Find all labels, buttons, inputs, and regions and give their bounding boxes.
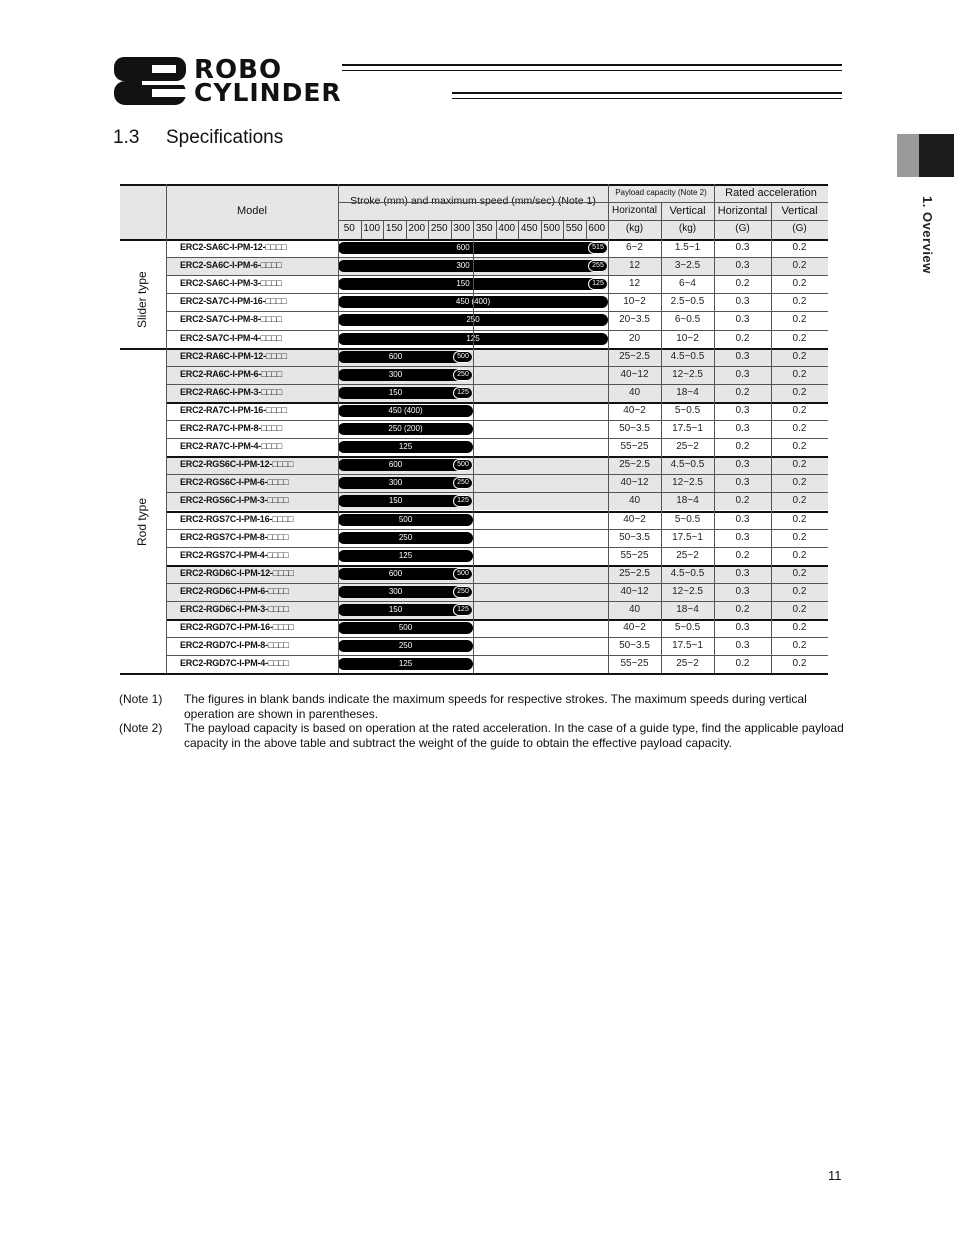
table-rule (166, 655, 828, 656)
table-rule (166, 511, 828, 513)
acc-horizontal: 0.3 (735, 296, 750, 308)
note-1 (119, 692, 844, 722)
reduced-speed-badge: 125 (453, 604, 473, 616)
header-payload: Payload capacity (Note 2) (615, 188, 707, 197)
table-rule (496, 220, 497, 239)
acc-vertical: 0.2 (792, 459, 807, 471)
table-rule (166, 492, 828, 493)
model-name: ERC2-RA7C-I-PM-4-□□□□ (180, 441, 283, 452)
max-speed-label: 150 (456, 279, 470, 289)
stroke-tick-label: 450 (520, 223, 538, 234)
acc-horizontal: 0.3 (735, 531, 750, 543)
table-rule (473, 239, 474, 673)
acc-vertical: 0.2 (792, 368, 807, 380)
acc-horizontal: 0.3 (735, 622, 750, 634)
payload-vertical: 18~4 (676, 386, 699, 398)
payload-vertical: 4.5~0.5 (670, 350, 705, 362)
table-rule (166, 583, 828, 584)
max-speed-label: 600 (456, 243, 470, 252)
payload-horizontal: 40 (628, 386, 641, 398)
acc-vertical: 0.2 (792, 549, 807, 561)
model-name: ERC2-RGS7C-I-PM-16-□□□□ (180, 513, 294, 524)
header-acc-horizontal: Horizontal (717, 205, 768, 217)
acc-vertical: 0.2 (792, 604, 807, 615)
acc-vertical: 0.2 (792, 658, 807, 670)
table-rule (166, 293, 828, 294)
acc-vertical: 0.2 (792, 350, 807, 362)
table-rule (166, 637, 828, 638)
stroke-tick-label: 600 (588, 223, 606, 234)
model-name: ERC2-SA6C-I-PM-12-□□□□ (180, 242, 287, 252)
reduced-speed-badge: 125 (453, 387, 473, 399)
acc-horizontal: 0.3 (735, 260, 750, 272)
unit-kg: (kg) (625, 223, 644, 234)
payload-horizontal: 40~12 (620, 368, 649, 380)
row-group-label: Rod type (135, 497, 149, 546)
model-name: ERC2-RGS7C-I-PM-4-□□□□ (180, 549, 289, 560)
table-rule (166, 438, 828, 439)
table-rule (166, 275, 828, 276)
stroke-tick-label: 100 (363, 223, 381, 234)
model-name: ERC2-RGS6C-I-PM-3-□□□□ (180, 495, 289, 506)
table-rule (338, 184, 339, 673)
reduced-speed-badge: 250 (453, 369, 473, 381)
table-rule (166, 529, 828, 530)
stroke-tick-label: 400 (498, 223, 516, 234)
payload-horizontal: 40~12 (620, 477, 649, 489)
acc-horizontal: 0.3 (735, 567, 750, 579)
model-name: ERC2-RGD7C-I-PM-16-□□□□ (180, 622, 294, 633)
model-name: ERC2-RGD6C-I-PM-12-□□□□ (180, 567, 294, 578)
acc-horizontal: 0.3 (735, 242, 750, 253)
payload-vertical: 2.5~0.5 (670, 296, 705, 308)
payload-vertical: 5~0.5 (674, 622, 701, 634)
reduced-speed-badge: 250 (453, 586, 473, 598)
model-name: ERC2-RGD7C-I-PM-4-□□□□ (180, 658, 289, 669)
header-rule (342, 64, 842, 66)
acc-horizontal: 0.2 (735, 549, 750, 561)
reduced-speed-badge: 125 (588, 278, 608, 290)
stroke-tick-label: 50 (343, 223, 355, 234)
table-rule (361, 220, 362, 239)
payload-horizontal: 40 (628, 495, 641, 507)
max-speed-label: 150 (388, 387, 403, 397)
acc-vertical: 0.2 (792, 404, 807, 416)
table-rule (166, 619, 828, 621)
header-rule (452, 98, 842, 99)
table-rule (338, 202, 608, 203)
max-speed-label: 125 (398, 442, 413, 452)
max-speed-label: 450 (400) (455, 297, 491, 307)
stroke-tick-label: 200 (408, 223, 426, 234)
table-rule (608, 202, 828, 203)
payload-vertical: 6~0.5 (674, 314, 701, 326)
row-group-label: Slider type (135, 271, 149, 329)
payload-horizontal: 55~25 (620, 549, 649, 561)
payload-horizontal: 50~3.5 (619, 640, 650, 652)
max-speed-label: 300 (388, 478, 403, 488)
table-rule (473, 220, 474, 239)
payload-horizontal: 12 (628, 260, 641, 272)
table-rule (451, 220, 452, 239)
reduced-speed-badge: 500 (453, 459, 473, 471)
table-rule (518, 220, 519, 239)
max-speed-label: 150 (388, 496, 403, 506)
table-rule (586, 220, 587, 239)
acc-horizontal: 0.3 (735, 513, 750, 525)
table-rule (166, 565, 828, 567)
reduced-speed-badge: 500 (453, 568, 473, 580)
header-acc-vertical: Vertical (781, 205, 818, 217)
acc-vertical: 0.2 (792, 640, 807, 652)
payload-vertical: 18~4 (676, 604, 699, 615)
payload-horizontal: 25~2.5 (619, 567, 650, 579)
acc-vertical: 0.2 (792, 495, 807, 507)
acc-horizontal: 0.2 (735, 441, 750, 453)
model-name: ERC2-RGS6C-I-PM-6-□□□□ (180, 477, 289, 488)
acc-horizontal: 0.3 (735, 368, 750, 380)
model-name: ERC2-SA6C-I-PM-6-□□□□ (180, 260, 282, 271)
table-rule (120, 184, 828, 186)
header-rated-acceleration: Rated acceleration (725, 187, 817, 199)
acc-horizontal: 0.3 (735, 404, 750, 416)
acc-horizontal: 0.2 (735, 495, 750, 507)
acc-vertical: 0.2 (792, 531, 807, 543)
table-rule (166, 384, 828, 385)
table-rule (428, 220, 429, 239)
table-rule (166, 184, 167, 673)
payload-vertical: 17.5~1 (672, 531, 703, 543)
page-number: 11 (828, 1168, 842, 1183)
table-rule (563, 220, 564, 239)
header-payload-vertical: Vertical (669, 205, 706, 217)
table-rule (338, 220, 828, 221)
max-speed-label: 500 (398, 514, 413, 524)
header-rule (452, 92, 842, 94)
table-rule (166, 474, 828, 475)
payload-vertical: 5~0.5 (674, 513, 701, 525)
acc-vertical: 0.2 (792, 441, 807, 453)
unit-kg: (kg) (678, 223, 697, 234)
acc-horizontal: 0.2 (735, 658, 750, 670)
payload-horizontal: 10~2 (623, 296, 646, 308)
model-name: ERC2-RGD6C-I-PM-6-□□□□ (180, 585, 289, 596)
reduced-speed-badge: 255 (588, 260, 608, 272)
acc-horizontal: 0.3 (735, 423, 750, 434)
model-name: ERC2-SA7C-I-PM-16-□□□□ (180, 296, 287, 307)
unit-g: (G) (735, 223, 750, 234)
model-name: ERC2-RGD6C-I-PM-3-□□□□ (180, 604, 289, 614)
acc-horizontal: 0.2 (735, 278, 750, 290)
max-speed-label: 250 (398, 532, 413, 542)
max-speed-label: 125 (466, 333, 480, 343)
acc-vertical: 0.2 (792, 513, 807, 525)
table-rule (120, 239, 828, 241)
stroke-tick-label: 350 (475, 223, 493, 234)
acc-horizontal: 0.3 (735, 459, 750, 471)
table-rule (771, 202, 772, 673)
acc-vertical: 0.2 (792, 585, 807, 597)
payload-horizontal: 12 (628, 278, 641, 290)
acc-horizontal: 0.3 (735, 640, 750, 652)
payload-horizontal: 40~12 (620, 585, 649, 597)
table-rule (166, 456, 828, 458)
robo-cylinder-logo (112, 55, 442, 107)
model-name: ERC2-SA7C-I-PM-4-□□□□ (180, 332, 282, 343)
payload-horizontal: 50~3.5 (619, 531, 650, 543)
stroke-tick-label: 250 (430, 223, 448, 234)
chapter-tab-shade (897, 134, 919, 177)
table-rule (166, 420, 828, 421)
table-rule (166, 402, 828, 404)
max-speed-label: 500 (398, 623, 413, 633)
note-label: (Note 1) (119, 692, 163, 706)
acc-horizontal: 0.2 (735, 332, 750, 344)
acc-horizontal: 0.2 (735, 604, 750, 615)
stroke-tick-label: 500 (543, 223, 561, 234)
payload-horizontal: 25~2.5 (619, 350, 650, 362)
acc-vertical: 0.2 (792, 278, 807, 290)
payload-vertical: 25~2 (676, 441, 699, 453)
header-payload-horizontal: Horizontal (611, 205, 658, 216)
table-rule (166, 330, 828, 331)
table-rule (166, 547, 828, 548)
payload-vertical: 25~2 (676, 658, 699, 670)
acc-horizontal: 0.3 (735, 585, 750, 597)
table-rule (661, 202, 662, 673)
table-rule (608, 184, 609, 673)
max-speed-label: 125 (398, 659, 413, 669)
payload-vertical: 18~4 (676, 495, 699, 507)
reduced-speed-badge: 125 (453, 495, 473, 507)
acc-horizontal: 0.3 (735, 314, 750, 326)
payload-horizontal: 20 (628, 332, 641, 344)
note-text: The figures in blank bands indicate the maximum speeds for respective strokes. The maximum speeds during vertical operation are shown in parentheses. (184, 692, 807, 721)
acc-vertical: 0.2 (792, 386, 807, 398)
model-name: ERC2-RA6C-I-PM-3-□□□□ (180, 386, 283, 397)
payload-horizontal: 20~3.5 (619, 314, 650, 326)
max-speed-label: 250 (466, 315, 480, 325)
stroke-tick-label: 300 (453, 223, 471, 234)
model-name: ERC2-RGS7C-I-PM-8-□□□□ (180, 531, 289, 542)
section-title: Specifications (166, 127, 284, 148)
max-speed-label: 300 (456, 261, 470, 271)
logo-word-cylinder: CYLINDER (194, 78, 342, 107)
max-speed-label: 600 (388, 351, 403, 361)
payload-vertical: 12~2.5 (672, 585, 703, 597)
payload-vertical: 25~2 (676, 549, 699, 561)
payload-vertical: 12~2.5 (672, 368, 703, 380)
payload-horizontal: 6~2 (626, 242, 643, 253)
max-speed-label: 600 (388, 568, 403, 578)
acc-vertical: 0.2 (792, 242, 807, 253)
chapter-label: 1. Overview (920, 196, 935, 274)
payload-vertical: 12~2.5 (672, 477, 703, 489)
note-text: The payload capacity is based on operation at the rated acceleration. In the case of a guide type, find the applicable payload capacity in the above table and subtract the weight of the guide to obtain the effective payload capacity. (184, 721, 844, 750)
note-2 (119, 721, 844, 751)
table-rule (714, 184, 715, 673)
table-rule (120, 348, 828, 350)
model-name: ERC2-RA7C-I-PM-16-□□□□ (180, 404, 287, 415)
payload-horizontal: 55~25 (620, 658, 649, 670)
max-speed-label: 600 (388, 460, 403, 470)
table-rule (166, 311, 828, 312)
rc-logo-mark-icon (112, 55, 188, 107)
max-speed-label: 300 (388, 586, 403, 596)
model-name: ERC2-RA7C-I-PM-8-□□□□ (180, 423, 283, 433)
payload-vertical: 17.5~1 (672, 423, 703, 434)
stroke-tick-label: 550 (565, 223, 583, 234)
payload-vertical: 4.5~0.5 (670, 459, 705, 471)
max-speed-label: 150 (388, 605, 403, 614)
chapter-tab (919, 134, 954, 177)
payload-vertical: 6~4 (679, 278, 696, 290)
payload-vertical: 17.5~1 (672, 640, 703, 652)
header-model: Model (237, 205, 267, 217)
logo-word-robo: ROBO (194, 55, 283, 85)
header-stroke: Stroke (mm) and maximum speed (mm/sec) (Note 1) (350, 195, 596, 207)
table-rule (166, 366, 828, 367)
model-name: ERC2-RGD7C-I-PM-8-□□□□ (180, 640, 289, 651)
unit-g: (G) (792, 223, 807, 234)
acc-horizontal: 0.2 (735, 386, 750, 398)
acc-vertical: 0.2 (792, 260, 807, 272)
payload-vertical: 4.5~0.5 (670, 567, 705, 579)
table-rule (541, 220, 542, 239)
stroke-tick-label: 150 (385, 223, 403, 234)
max-speed-label: 250 (200) (388, 424, 423, 433)
payload-horizontal: 40~2 (623, 622, 646, 634)
acc-horizontal: 0.3 (735, 350, 750, 362)
specifications-table (120, 184, 828, 674)
table-rule (406, 220, 407, 239)
max-speed-label: 300 (388, 369, 403, 379)
table-rule (166, 257, 828, 258)
model-name: ERC2-SA7C-I-PM-8-□□□□ (180, 314, 282, 325)
payload-horizontal: 40 (628, 604, 641, 615)
model-name: ERC2-SA6C-I-PM-3-□□□□ (180, 278, 282, 289)
acc-vertical: 0.2 (792, 314, 807, 326)
section-number: 1.3 (113, 127, 140, 148)
reduced-speed-badge: 515 (588, 242, 608, 254)
section-heading (113, 127, 283, 149)
payload-horizontal: 50~3.5 (619, 423, 650, 434)
model-name: ERC2-RA6C-I-PM-6-□□□□ (180, 368, 283, 379)
acc-horizontal: 0.3 (735, 477, 750, 489)
payload-vertical: 3~2.5 (674, 260, 701, 272)
acc-vertical: 0.2 (792, 567, 807, 579)
acc-vertical: 0.2 (792, 423, 807, 434)
acc-vertical: 0.2 (792, 296, 807, 308)
payload-vertical: 1.5~1 (674, 242, 701, 253)
model-name: ERC2-RA6C-I-PM-12-□□□□ (180, 350, 287, 361)
payload-horizontal: 40~2 (623, 404, 646, 416)
model-name: ERC2-RGS6C-I-PM-12-□□□□ (180, 459, 294, 470)
max-speed-label: 450 (400) (388, 405, 423, 415)
acc-vertical: 0.2 (792, 332, 807, 344)
note-label: (Note 2) (119, 721, 163, 735)
acc-vertical: 0.2 (792, 622, 807, 634)
payload-horizontal: 25~2.5 (619, 459, 650, 471)
header-rule (342, 70, 842, 71)
table-rule (120, 673, 828, 675)
reduced-speed-badge: 250 (453, 477, 473, 489)
acc-vertical: 0.2 (792, 477, 807, 489)
reduced-speed-badge: 500 (453, 351, 473, 363)
table-rule (383, 220, 384, 239)
payload-horizontal: 55~25 (620, 441, 649, 453)
max-speed-label: 125 (398, 550, 413, 560)
payload-vertical: 5~0.5 (674, 404, 701, 416)
table-rule (166, 601, 828, 602)
payload-vertical: 10~2 (676, 332, 699, 344)
payload-horizontal: 40~2 (623, 513, 646, 525)
max-speed-label: 250 (398, 641, 413, 651)
